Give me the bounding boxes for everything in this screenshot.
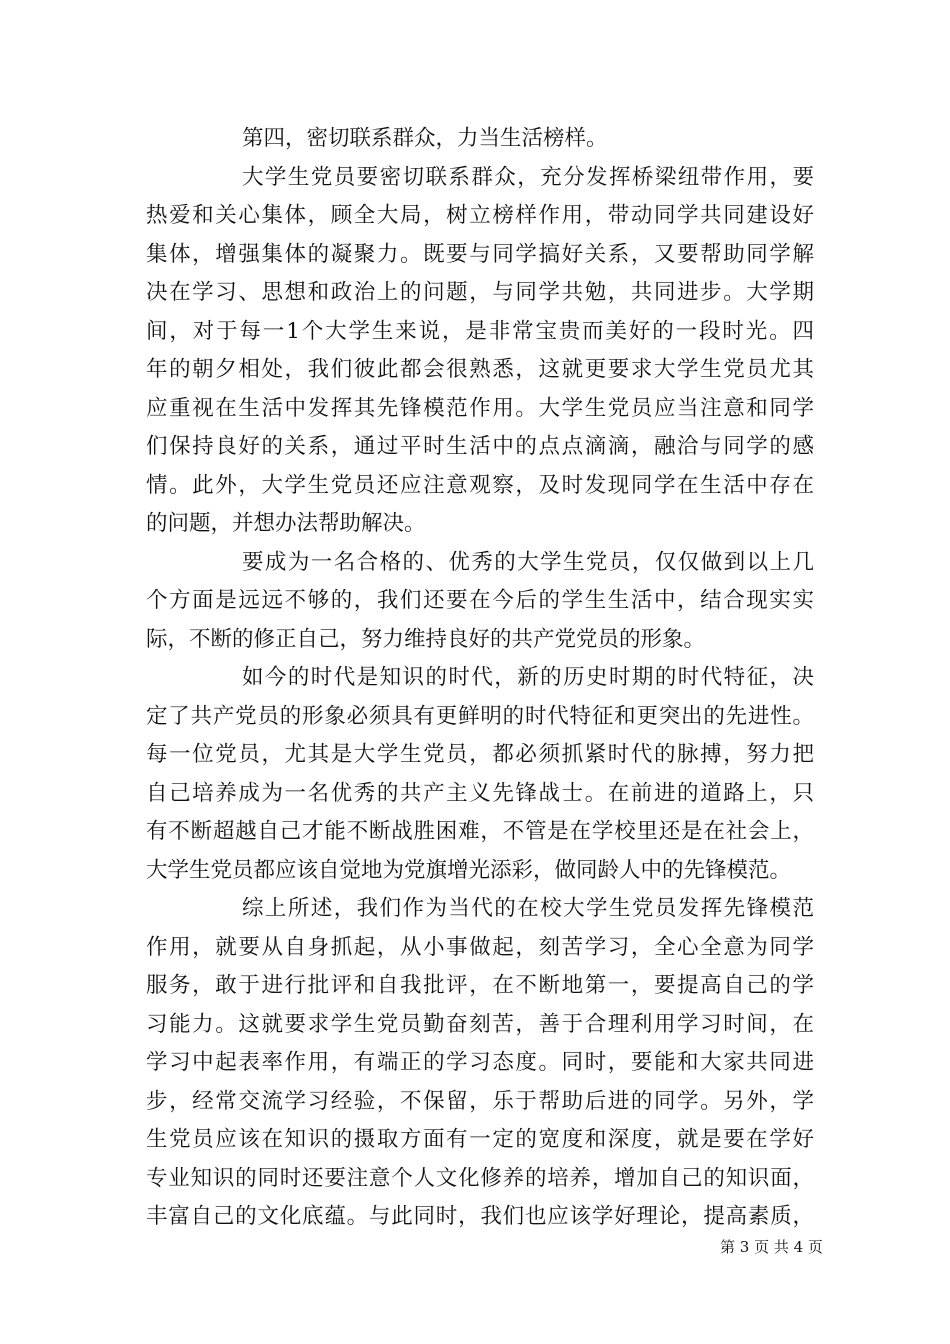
- text-line: 的问题，并想办法帮助解决。: [146, 511, 426, 536]
- text-line: 丰富自己的文化底蕴。与此同时，我们也应该学好理论，提高素质，: [146, 1204, 814, 1229]
- text-line: 如今的时代是知识的时代，新的历史时期的时代特征，决: [242, 665, 814, 690]
- text-line: 生党员应该在知识的摄取方面有一定的宽度和深度，就是要在学好: [146, 1127, 814, 1152]
- text-line: 应重视在生活中发挥其先锋模范作用。大学生党员应当注意和同学: [146, 395, 814, 421]
- text-line: 作用，就要从自身抓起，从小事做起，刻苦学习，全心全意为同学: [146, 934, 814, 960]
- text-line: 集体，增强集体的凝聚力。既要与同学搞好关系，又要帮助同学解: [146, 241, 814, 267]
- text-line: 自己培养成为一名优秀的共产主义先锋战士。在前进的道路上，只: [146, 780, 814, 806]
- text-line: 习能力。这就要求学生党员勤奋刻苦，善于合理利用学习时间，在: [146, 1011, 814, 1037]
- document-body: [146, 120, 814, 1237]
- text-line: 年的朝夕相处，我们彼此都会很熟悉，这就更要求大学生党员尤其: [146, 357, 814, 382]
- text-line: 步，经常交流学习经验，不保留，乐于帮助后进的同学。另外，学: [146, 1088, 814, 1114]
- text-line: 大学生党员都应该自觉地为党旗增光添彩，做同龄人中的先锋模范。: [146, 857, 792, 883]
- text-line: 学习中起表率作用，有端正的学习态度。同时，要能和大家共同进: [146, 1050, 814, 1075]
- text-line: 间，对于每一1个大学生来说，是非常宝贵而美好的一段时光。四: [146, 318, 814, 344]
- text-line: 有不断超越自己才能不断战胜困难，不管是在学校里还是在社会上，: [146, 819, 814, 844]
- text-line: 们保持良好的关系，通过平时生活中的点点滴滴，融洽与同学的感: [146, 434, 814, 459]
- text-line: 大学生党员要密切联系群众，充分发挥桥梁纽带作用，要: [242, 164, 814, 190]
- text-line: 第四，密切联系群众，力当生活榜样。: [242, 126, 608, 151]
- text-line: 服务，敢于进行批评和自我批评，在不断地第一，要提高自己的学: [146, 973, 814, 998]
- text-line: 综上所述，我们作为当代的在校大学生党员发挥先锋模范: [242, 896, 814, 921]
- text-line: 个方面是远远不够的，我们还要在今后的学生生活中，结合现实实: [146, 588, 814, 613]
- text-line: 情。此外，大学生党员还应注意观察，及时发现同学在生活中存在: [146, 472, 814, 498]
- text-line: 要成为一名合格的、优秀的大学生党员，仅仅做到以上几: [242, 549, 814, 575]
- text-line: 每一位党员，尤其是大学生党员，都必须抓紧时代的脉搏，努力把: [146, 742, 814, 767]
- text-line: 专业知识的同时还要注意个人文化修养的培养，增加自己的知识面，: [146, 1165, 814, 1191]
- text-line: 决在学习、思想和政治上的问题，与同学共勉，共同进步。大学期: [146, 280, 814, 305]
- text-line: 际，不断的修正自己，努力维持良好的共产党党员的形象。: [146, 626, 706, 652]
- text-line: 热爱和关心集体，顾全大局，树立榜样作用，带动同学共同建设好: [146, 203, 814, 228]
- text-line: 定了共产党员的形象必须具有更鲜明的时代特征和更突出的先进性。: [146, 703, 814, 729]
- page-number-footer: 第 3 页 共 4 页: [720, 1238, 823, 1256]
